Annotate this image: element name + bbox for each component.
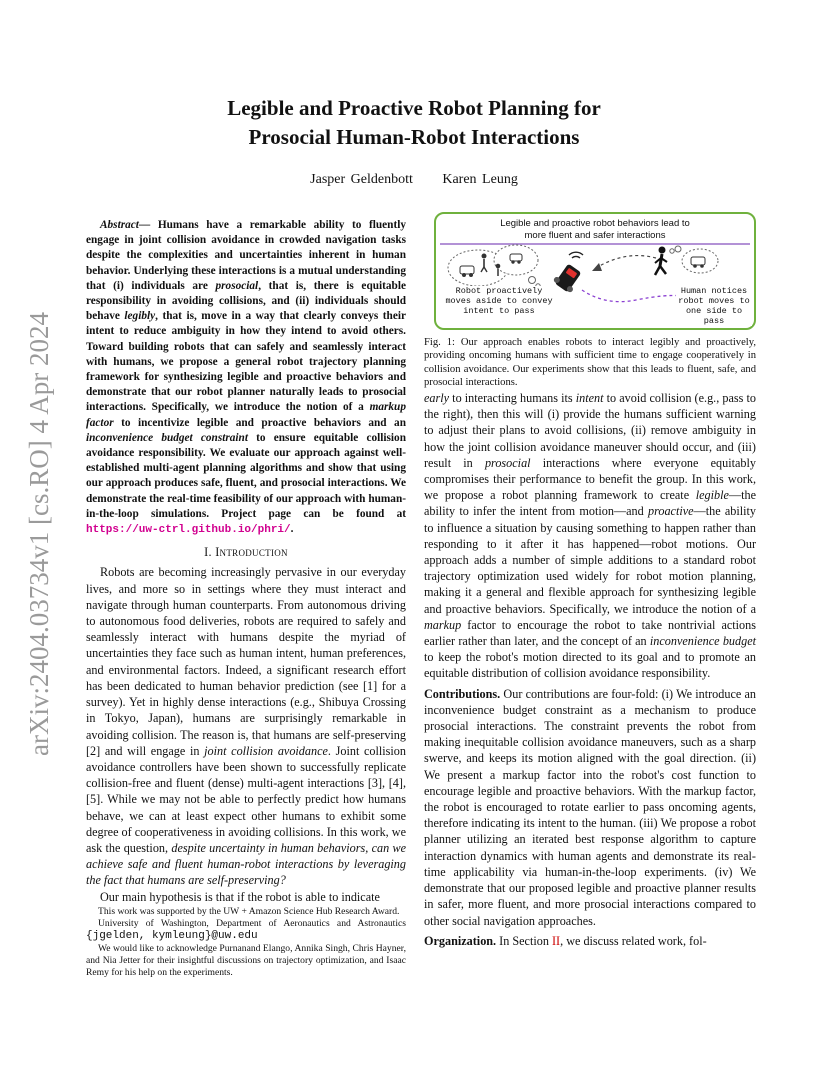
footnote-acknowledgement: We would like to acknowledge Purnanand Elango, Annika Singh, Chris Hayner, and Nia Jetter for their insightful discussions on trajectory optimization, and Isaac Remy for his help on the experiments. bbox=[86, 942, 406, 979]
figure-title: Legible and proactive robot behaviors lead to more fluent and safer interactions bbox=[500, 218, 690, 241]
human-walking-icon bbox=[655, 247, 667, 276]
organization-heading: Organization. bbox=[424, 933, 497, 948]
arxiv-identifier: arXiv:2404.03734v1 [cs.RO] 4 Apr 2024 bbox=[24, 312, 54, 756]
abstract: Abstract— Humans have a remarkable ability to fluently engage in joint collision avoidance in crowded navigation tasks despite the complexities and uncertainties inherent in human behavior. Underlying these interactions is a mutual understanding that (i) individuals are prosocial, that is, there is equitable responsibility in avoiding collisions, and (ii) individuals should behave legibly, that is, move in a way that clearly conveys their intent to reduce ambiguity in how they intend to avoid others. Toward building robots that can safely and seamlessly interact with humans, we propose a general robot trajectory planning framework for synthesizing legible and proactive behaviors and demonstrate that our robot planner naturally leads to prosocial interactions. Specifically, we introduce the notion of a markup factor to incentivize legible and proactive behaviors and an inconvenience budget constraint to ensure equitable collision avoidance responsibility. We evaluate our approach against well-established multi-agent planning algorithms and show that using our approach produces safe, fluent, and prosocial interactions. We demonstrate the real-time feasibility of our approach with human-in-the-loop simulations. Project page can be found at https://uw-ctrl.github.io/phri/. bbox=[86, 219, 406, 537]
robot-trajectory bbox=[582, 290, 682, 302]
human-trajectory bbox=[596, 256, 656, 268]
title-line-2: Prosocial Human-Robot Interactions bbox=[248, 125, 580, 149]
left-column bbox=[86, 218, 406, 905]
project-page-link[interactable]: https://uw-ctrl.github.io/phri/ bbox=[86, 524, 291, 537]
wifi-signal-icon bbox=[569, 252, 583, 258]
human-thought-bubble bbox=[670, 246, 718, 273]
right-column bbox=[424, 390, 756, 949]
section-heading-introduction: I. Introduction bbox=[204, 545, 288, 560]
robot-icon bbox=[552, 262, 584, 294]
author-list bbox=[0, 172, 828, 188]
contributions-heading: Contributions. bbox=[424, 686, 501, 701]
author-name: Jasper Geldenbott bbox=[310, 172, 413, 187]
human-caption-label: Human notices robot moves to one side to pass bbox=[676, 286, 752, 326]
paper-title bbox=[0, 94, 828, 152]
author-emails: {jgelden, kymleung}@uw.edu bbox=[86, 930, 258, 943]
intro-paragraph-1: Robots are becoming increasingly pervasive in our everyday lives, and more so in settings where they must interact and navigate through human counterparts. From autonomous driving to autonomous food deliveries, robots are required to safely and seamlessly interact with humans despite the myriad of uncertainties they face such as human intent, human preferences, and environmental factors. Indeed, a significant research effort has been dedicated to human behavior prediction (see [1] for a survey). Yet in highly dense interactions (e.g., Shibuya Crossing in Tokyo, Japan), humans are surprisingly remarkable in avoiding collision. The reason is, that humans are self-preserving [2] and will engage in joint collision avoidance. Joint collision avoidance controllers have been shown to successfully replicate collision-free and fluent (dense) multi-agent interactions [3], [4], [5]. While we may not be able to perfectly predict how humans behave, we can at least expect other humans to exhibit some degree of cooperativeness in avoiding collisions. In this work, we ask the question, despite uncertainty in human behaviors, can we achieve safe and fluent human-robot interactions by leveraging the fact that humans are self-preserving? bbox=[86, 565, 406, 888]
footnotes bbox=[86, 906, 406, 979]
footnote-affiliation: University of Washington, Department of Aeronautics and Astronautics {jgelden, kymleung}@uw.edu bbox=[86, 918, 406, 943]
contributions-paragraph: Contributions. Our contributions are four-fold: (i) We introduce an inconvenience budget constraint as a mechanism to produce prosocial interactions. The constraint prevents the robot from making inequitable collision avoidance maneuvers, such as a sharp swerve, and keeps its motion aligned with the goal direction. (ii) We present a markup factor into the robot's cost function to encourage legible and proactive behaviors. With the markup factor, the robot is encouraged to rotate earlier to pass oncoming agents, therefore indicating its intent to the human. (iii) We propose a robot planner utilizing an iterated best response algorithm to capture interaction dynamics with human agents and demonstrate its real-time applicability via human-in-the-loop experiments. (iv) We demonstrate that our proposed legible and proactive planner results in safer, more fluent, and more prosocial interactions compared to other social navigation approaches. bbox=[424, 686, 756, 928]
figure-caption: Fig. 1: Our approach enables robots to interact legibly and proactively, providing oncoming humans with sufficient time to engage cooperatively in collision avoidance. Our experiments show that this leads to fluent, safe, and prosocial interactions. bbox=[424, 337, 756, 389]
robot-caption-label: Robot proactively moves aside to convey intent to pass bbox=[445, 286, 553, 316]
section-reference-link[interactable]: II bbox=[551, 933, 561, 948]
arxiv-side-stamp bbox=[14, 290, 58, 760]
intro-paragraph-2: Our main hypothesis is that if the robot is able to indicate bbox=[100, 889, 380, 904]
footnote-funding: This work was supported by the UW + Amazon Science Hub Research Award. bbox=[98, 906, 400, 917]
figure-1 bbox=[434, 212, 756, 330]
author-name: Karen Leung bbox=[442, 172, 518, 187]
abstract-lead: Abstract bbox=[100, 219, 139, 231]
title-line-1: Legible and Proactive Robot Planning for bbox=[227, 96, 601, 120]
right-paragraph-1: early to interacting humans its intent to avoid collision (e.g., pass to the right), then this will (i) provide the humans sufficient warning to adjust their plans to avoid collisions, (ii) remove ambiguity in how the joint collision avoidance maneuver should occur, and (iii) result in prosocial interactions where everyone equitably compromises their performance to benefit the group. In this work, we propose a robot planning framework to create legible—the ability to infer the intent from motion—and proactive—the ability to influence a situation by causing something to happen rather than responding to it after it has happened—robot motions. Our approach adds a number of simple additions to a standard robot trajectory optimization used widely for robot motion planning, making it a general and flexible approach for synthesizing legible and proactive behaviors. Specifically, we introduce the notion of a markup factor to encourage the robot to take nontrivial actions earlier rather than later, and the concept of an inconvenience budget to keep the robot's motion directed to its goal and to promote an equitable distribution of collision avoidance responsibility. bbox=[424, 391, 757, 681]
human-trajectory-arrowhead bbox=[592, 263, 602, 271]
organization-paragraph: Organization. In Section II, we discuss related work, fol- bbox=[424, 933, 707, 948]
